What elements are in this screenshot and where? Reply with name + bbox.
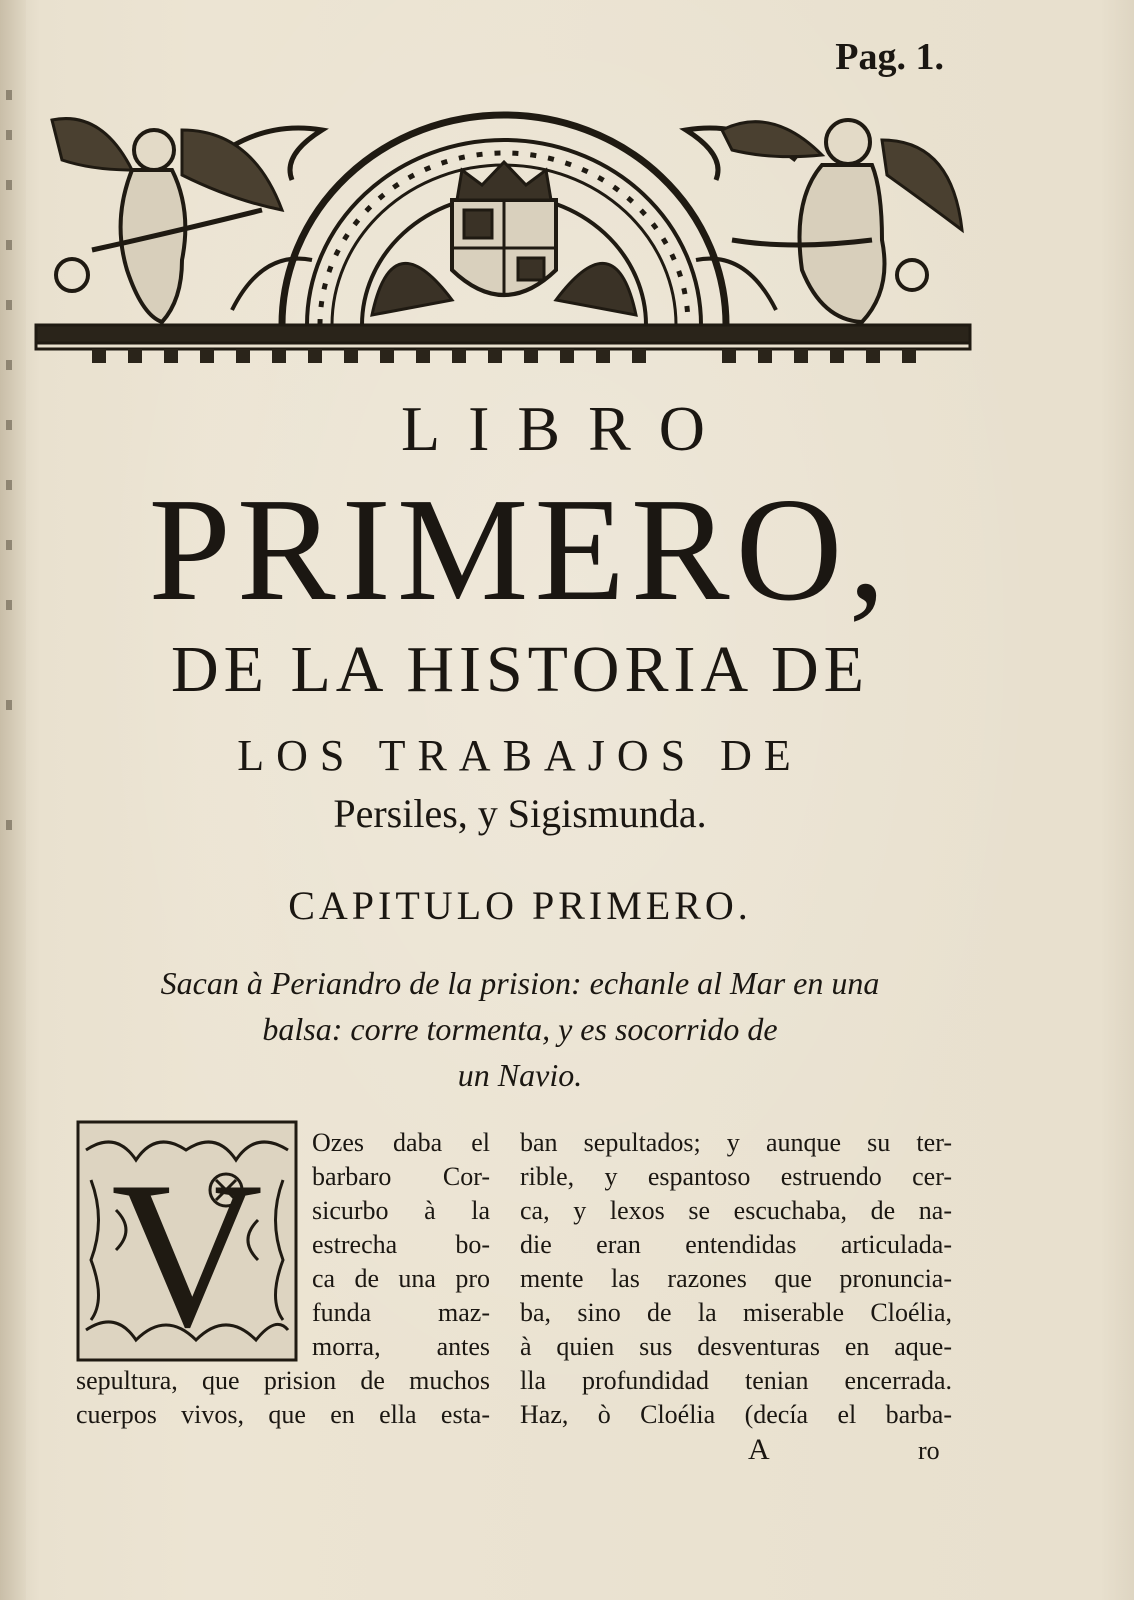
binding-gutter bbox=[0, 0, 26, 1600]
body-text-line: die eran entendidas articulada- bbox=[520, 1230, 952, 1259]
body-text-line: funda maz- bbox=[312, 1298, 490, 1327]
body-text-line: sepultura, que prision de muchos bbox=[76, 1366, 490, 1395]
chapter-summary bbox=[90, 960, 950, 1098]
body-text-line: ca de una pro bbox=[312, 1264, 490, 1293]
summary-line: un Navio. bbox=[457, 1057, 583, 1093]
page-number: Pag. 1. bbox=[835, 36, 944, 78]
summary-line: Sacan à Periandro de la prision: echanle al Mar en una bbox=[160, 965, 880, 1001]
text-column-left-upper bbox=[312, 1126, 490, 1364]
body-text-line: morra, antes bbox=[312, 1332, 490, 1361]
body-text-line: Ozes daba el bbox=[312, 1128, 490, 1157]
body-text-line: barbaro Cor- bbox=[312, 1162, 490, 1191]
body-text-line: lla profundidad tenian encerrada. bbox=[520, 1366, 952, 1395]
body-text-line: ba, sino de la miserable Cloélia, bbox=[520, 1298, 952, 1327]
title-line-libro: LIBRO bbox=[401, 393, 733, 464]
woodcut-headpiece-icon bbox=[32, 100, 976, 370]
title-line-persiles: Persiles, y Sigismunda. bbox=[333, 791, 707, 836]
title-line-trabajos: LOS TRABAJOS DE bbox=[237, 731, 803, 780]
catchword: ro bbox=[918, 1436, 940, 1465]
body-text-line: sicurbo à la bbox=[312, 1196, 490, 1225]
body-text-line: mente las razones que pronuncia- bbox=[520, 1264, 952, 1293]
initial-letter: V bbox=[111, 1139, 263, 1362]
text-column-left-lower bbox=[76, 1364, 490, 1432]
body-text-line: ban sepultados; y aunque su ter- bbox=[520, 1128, 952, 1157]
body-text-line: à quien sus desventuras en aque- bbox=[520, 1332, 952, 1361]
body-text-line: rible, y espantoso estruendo cer- bbox=[520, 1162, 952, 1191]
chapter-heading: CAPITULO PRIMERO. bbox=[288, 883, 752, 928]
body-text-line: cuerpos vivos, que en ella esta- bbox=[76, 1400, 490, 1429]
text-column-right bbox=[520, 1126, 952, 1432]
body-text-line: ca, y lexos se escuchaba, de na- bbox=[520, 1196, 952, 1225]
body-text-line: Haz, ò Cloélia (decía el barba- bbox=[520, 1400, 952, 1429]
title-line-historia: DE LA HISTORIA DE bbox=[171, 633, 869, 706]
title-line-primero: PRIMERO, bbox=[148, 468, 892, 632]
body-text-line: estrecha bo- bbox=[312, 1230, 490, 1259]
summary-line: balsa: corre tormenta, y es socorrido de bbox=[262, 1011, 778, 1047]
ornamental-initial-v-icon bbox=[76, 1120, 298, 1362]
signature-mark: A bbox=[748, 1433, 770, 1466]
